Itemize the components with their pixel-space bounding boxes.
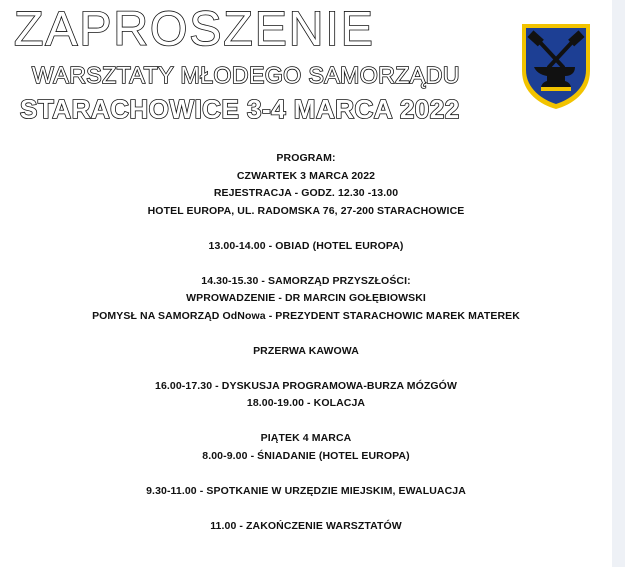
title-place-date: STARACHOWICE 3-4 MARCA 2022 [20, 94, 460, 124]
closing-item: 11.00 - ZAKOŃCZENIE WARSZTATÓW [210, 519, 402, 532]
day2-date: PIĄTEK 4 MARCA [260, 432, 352, 444]
program-heading: PROGRAM: [276, 152, 336, 164]
starachowice-coat-of-arms-icon [519, 21, 593, 111]
title-workshop-name: WARSZTATY MŁODEGO SAMORZĄDU [32, 62, 460, 88]
program-text [0, 150, 612, 535]
spacer [0, 465, 612, 483]
idea-item: POMYSŁ NA SAMORZĄD OdNowa - PREZYDENT STARACHOWIC MAREK MATEREK [92, 309, 520, 322]
coffee-break-item: PRZERWA KAWOWA [253, 344, 359, 357]
lunch-item: 13.00-14.00 - OBIAD (HOTEL EUROPA) [208, 239, 404, 252]
invitation-header [0, 0, 612, 140]
venue-address: HOTEL EUROPA, UL. RADOMSKA 76, 27-200 STARACHOWICE [147, 204, 465, 217]
spacer [0, 413, 612, 431]
city-hall-meeting-item: 9.30-11.00 - SPOTKANIE W URZĘDZIE MIEJSKIM, EWALUACJA [146, 484, 466, 497]
day1-date: CZWARTEK 3 MARCA 2022 [236, 169, 376, 182]
registration-time: REJESTRACJA - GODZ. 12.30 -13.00 [213, 187, 399, 199]
dinner-item: 18.00-19.00 - KOLACJA [246, 397, 366, 409]
spacer [0, 325, 612, 343]
spacer [0, 500, 612, 518]
spacer [0, 360, 612, 378]
spacer [0, 255, 612, 273]
session-future-item: 14.30-15.30 - SAMORZĄD PRZYSZŁOŚCI: [201, 274, 411, 287]
spacer [0, 220, 612, 238]
breakfast-item: 8.00-9.00 - ŚNIADANIE (HOTEL EUROPA) [202, 449, 410, 462]
introduction-item: WPROWADZENIE - DR MARCIN GOŁĘBIOWSKI [186, 292, 426, 304]
title-invitation: ZAPROSZENIE [14, 3, 375, 56]
discussion-item: 16.00-17.30 - DYSKUSJA PROGRAMOWA-BURZA MÓZGÓW [155, 379, 457, 392]
scroll-track[interactable] [612, 0, 625, 567]
